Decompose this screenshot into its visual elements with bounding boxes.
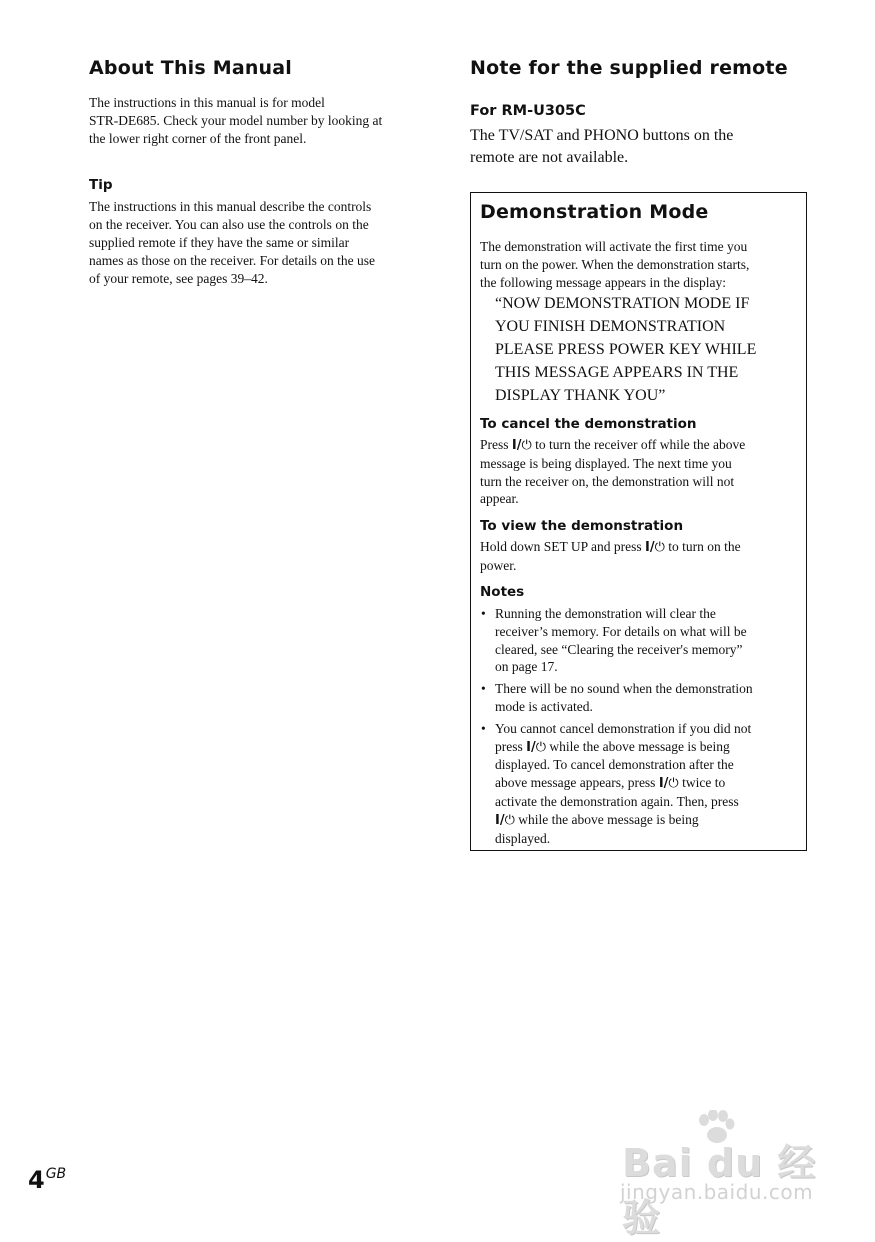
note-text: press [495,738,523,754]
cancel-demo-heading: To cancel the demonstration [480,416,697,432]
display-message-line: THIS MESSAGE APPEARS IN THE [495,364,739,381]
tip-heading: Tip [89,177,113,193]
note-line: activate the demonstration again. Then, press [495,793,739,809]
display-message-line: PLEASE PRESS POWER KEY WHILE [495,341,757,358]
tip-text [89,198,439,288]
remote-note-line: remote are not available. [470,149,629,166]
power-icon: ⏻ [654,540,665,555]
bullet-icon: • [481,606,486,621]
demonstration-box [470,192,807,851]
bullet-icon: • [481,681,486,697]
note-line: mode is activated. [495,698,593,714]
note-line: receiver’s memory. For details on what will be [495,623,747,639]
cancel-demo-text [480,436,798,508]
page-number-suffix: GB [45,1166,67,1182]
demo-intro-line: The demonstration will activate the first time you [480,239,748,254]
note-line: cleared, see “Clearing the receiver's memory” [495,641,743,657]
power-key-label [659,776,679,791]
note-line: displayed. To cancel demonstration after the [495,757,734,773]
cancel-press-text: Press [480,437,509,452]
bullet-icon: • [481,720,486,736]
cancel-after-text: to turn the receiver off while the above [535,437,746,452]
note-line: You cannot cancel demonstration if you did not [495,720,752,736]
note-line: displayed. [495,830,551,846]
power-key-text: I/ [511,438,522,453]
power-key-text: I/ [495,812,505,828]
power-icon: ⏻ [668,776,679,792]
power-icon: ⏻ [504,812,515,828]
note-line: There will be no sound when the demonstration [495,681,753,697]
notes-heading: Notes [480,584,525,600]
power-key-text: I/ [645,540,655,555]
remote-note-text [470,125,810,169]
demo-intro-line: the following message appears in the display: [480,274,726,290]
note-text: twice to [682,775,726,791]
demonstration-intro [480,238,798,291]
intro-line: the lower right corner of the front panel. [89,131,307,146]
note-item [480,680,798,716]
tip-line: The instructions in this manual describe the controls [89,199,372,214]
power-icon: ⏻ [535,739,547,755]
note-item [480,605,798,676]
note-text: above message appears, press [495,775,656,791]
watermark-url: jingyan.baidu.com [620,1180,814,1204]
note-text: while the above message is being [549,738,730,754]
notes-list [480,605,798,851]
cancel-line: turn the receiver on, the demonstration will not [480,473,735,489]
demonstration-heading: Demonstration Mode [480,201,709,223]
power-key-label [526,740,546,755]
about-manual-intro [89,94,439,148]
note-line: on page 17. [495,659,558,675]
note-item [480,720,798,848]
remote-note-line: The TV/SAT and PHONO buttons on the [470,127,734,144]
tip-line: on the receiver. You can also use the controls on the [89,217,369,232]
cancel-line: message is being displayed. The next time you [480,455,732,471]
display-message [495,292,795,407]
tip-line: of your remote, see pages 39–42. [89,271,268,286]
tip-line: names as those on the receiver. For details on the use [89,253,376,268]
view-after-text: to turn on the [668,539,741,554]
remote-model-subheading: For RM-U305C [470,103,586,119]
page-number [28,1166,66,1194]
display-message-line: YOU FINISH DEMONSTRATION [495,318,726,335]
remote-note-heading: Note for the supplied remote [470,57,788,79]
demo-intro-line: turn on the power. When the demonstration starts, [480,256,750,272]
display-message-line: DISPLAY THANK YOU” [495,387,666,404]
about-manual-heading: About This Manual [89,57,293,79]
intro-line: STR-DE685. Check your model number by looking at [89,113,383,128]
watermark-brand: Bai du 经验 [622,1141,817,1240]
view-demo-text [480,538,798,575]
view-line: power. [480,557,517,573]
power-key-text: I/ [658,776,669,792]
note-line: Running the demonstration will clear the [495,606,716,621]
view-demo-heading: To view the demonstration [480,518,684,534]
note-text: while the above message is being [518,811,699,827]
power-icon: ⏻ [521,438,532,453]
power-key-label [512,438,532,453]
intro-line: The instructions in this manual is for model [89,95,325,110]
power-key-text: I/ [526,739,536,755]
baidu-watermark [618,1110,828,1240]
power-key-label [645,540,665,555]
display-message-line: “NOW DEMONSTRATION MODE IF [495,295,750,312]
cancel-line: appear. [480,491,519,507]
view-before-text: Hold down SET UP and press [480,539,642,554]
power-key-label [495,813,515,828]
page-number-value: 4 [28,1166,45,1194]
tip-line: supplied remote if they have the same or similar [89,235,350,250]
